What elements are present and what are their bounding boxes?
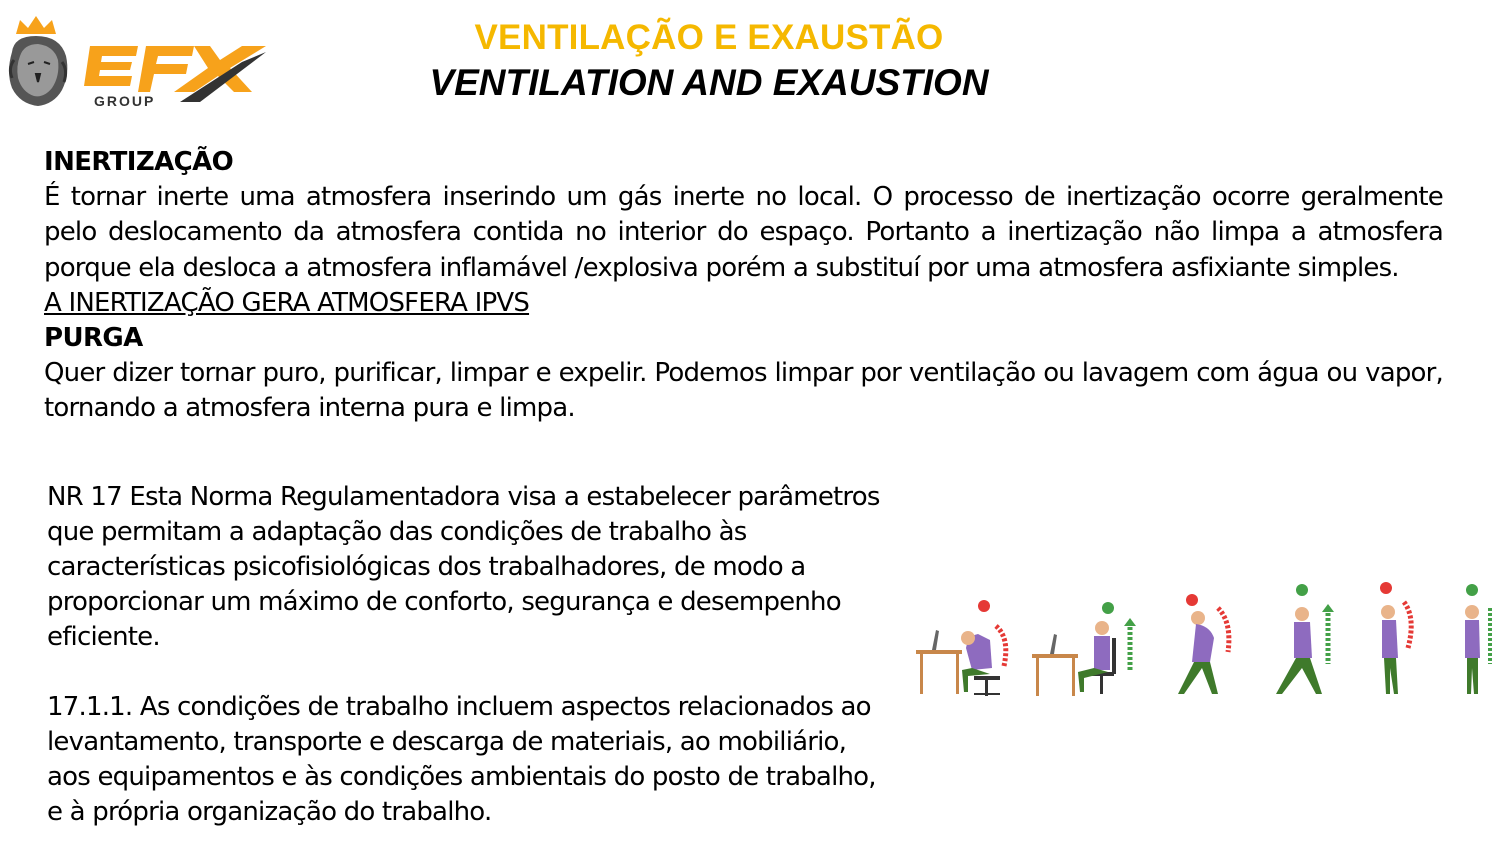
main-text [44,145,1443,427]
page-subtitle: VENTILATION AND EXAUSTION [429,62,989,103]
bad-standing-figure [1380,582,1411,694]
nr17-item-line: 17.1.1. As condições de trabalho incluem aspectos relacionados ao [47,692,871,722]
good-standing-figure [1465,584,1490,694]
nr17-item-paragraph [47,690,1047,830]
nr17-line: que permitam a adaptação das condições de trabalho às [47,517,747,547]
nr17-paragraph [47,480,1047,655]
bad-seated-figure [916,600,1006,696]
good-walking-figure [1276,584,1334,694]
nr17-line: NR 17 Esta Norma Regulamentadora visa a estabelecer parâmetros [47,482,880,512]
inertizacao-text: É tornar inerte uma atmosfera inserindo um gás inerte no local. O processo de inertização ocorre geralmente pelo deslocamento da atmosfera contida no interior do espaço. Portanto a inertização não limpa a atmosfera porque ela desloca a atmosfera inflamável /explosiva porém a substituí por uma atmosfera asfixiante simples. [44,182,1443,283]
logo-subtext: GROUP [94,93,156,108]
inertizacao-note: A INERTIZAÇÃO GERA ATMOSFERA IPVS [44,287,530,318]
bad-walking-figure [1178,594,1229,694]
page-title: VENTILAÇÃO E EXAUSTÃO [474,18,944,57]
inertizacao-heading: INERTIZAÇÃO [44,147,234,177]
nr17-item-line: e à própria organização do trabalho. [47,797,492,827]
nr17-line: características psicofisiológicas dos trabalhadores, de modo a [47,552,806,582]
nr17-item-line: aos equipamentos e às condições ambientais do posto de trabalho, [47,762,876,792]
good-seated-figure [1032,602,1136,696]
nr17-line: eficiente. [47,622,160,652]
purga-heading: PURGA [44,323,143,354]
posture-comparison-illustration [912,578,1494,700]
purga-text: Quer dizer tornar puro, purificar, limpar e expelir. Podemos limpar por ventilação ou lavagem com água ou vapor, tornando a atmosfera interna pura e limpa. [44,358,1443,424]
nr17-item-line: levantamento, transporte e descarga de materiais, ao mobiliário, [47,727,847,757]
nr17-line: proporcionar um máximo de conforto, segurança e desempenho [47,587,841,617]
